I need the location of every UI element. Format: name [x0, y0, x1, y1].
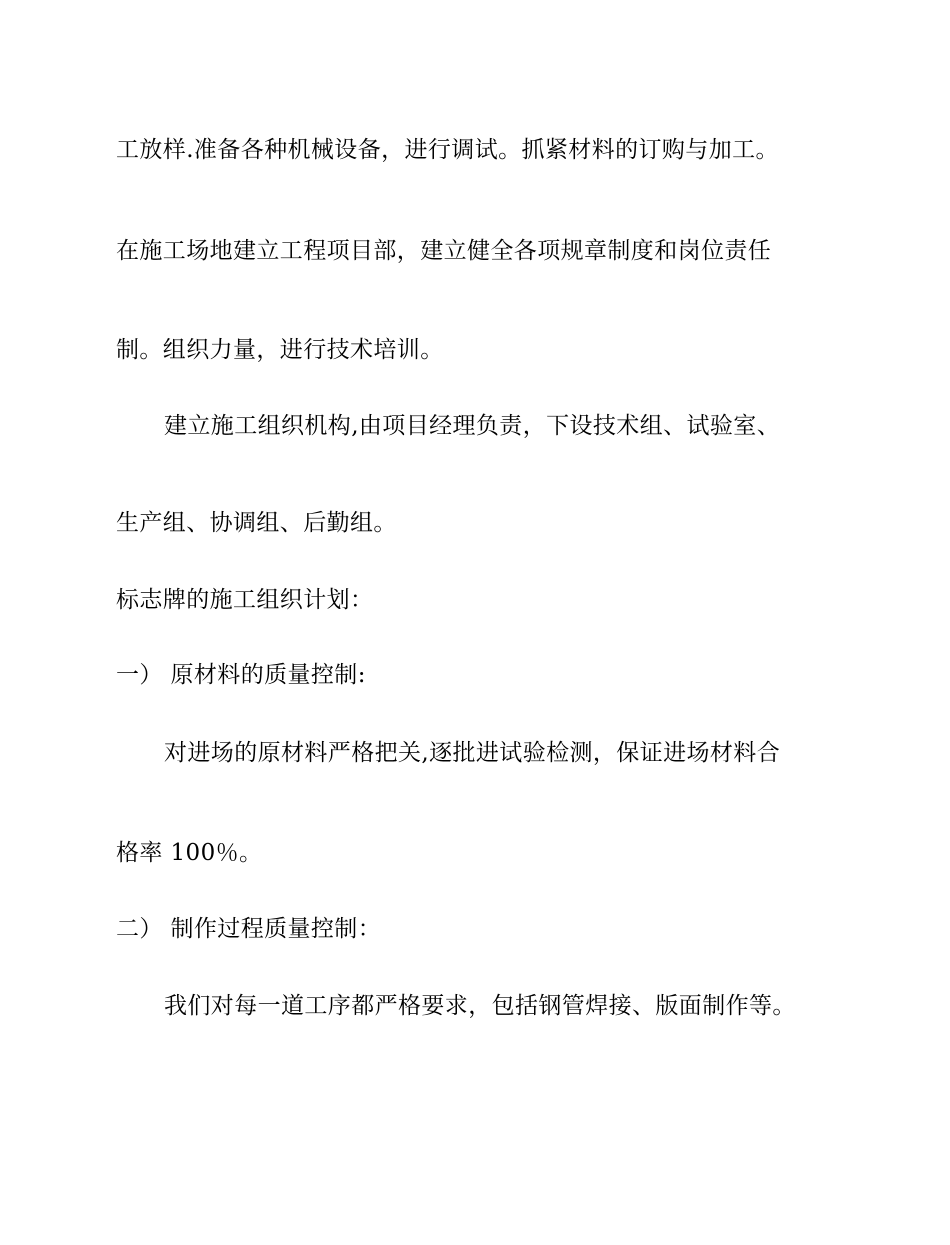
paragraph-line-4: 建立施工组织机构,由项目经理负责，下设技术组、试验室、 — [164, 413, 781, 439]
paragraph-line-6: 对进场的原材料严格把关,逐批进试验检测，保证进场材料合 — [164, 740, 781, 766]
paragraph-line-5: 生产组、协调组、后勤组。 — [116, 510, 397, 536]
paragraph-line-8: 我们对每一道工序都严格要求，包括钢管焊接、版面制作等。 — [164, 993, 796, 1019]
paragraph-line-3: 制。组织力量，进行技术培训。 — [116, 337, 444, 363]
section-heading: 标志牌的施工组织计划： — [116, 587, 374, 613]
paragraph-line-1: 工放样.准备各种机械设备，进行调试。抓紧材料的订购与加工。 — [116, 137, 779, 163]
paragraph-line-7: 格率 100％。 — [116, 840, 263, 866]
subsection-heading-1: 一） 原材料的质量控制: — [116, 662, 366, 688]
subsection-heading-2: 二） 制作过程质量控制： — [116, 916, 382, 942]
paragraph-line-2: 在施工场地建立工程项目部，建立健全各项规章制度和岗位责任 — [116, 238, 772, 264]
